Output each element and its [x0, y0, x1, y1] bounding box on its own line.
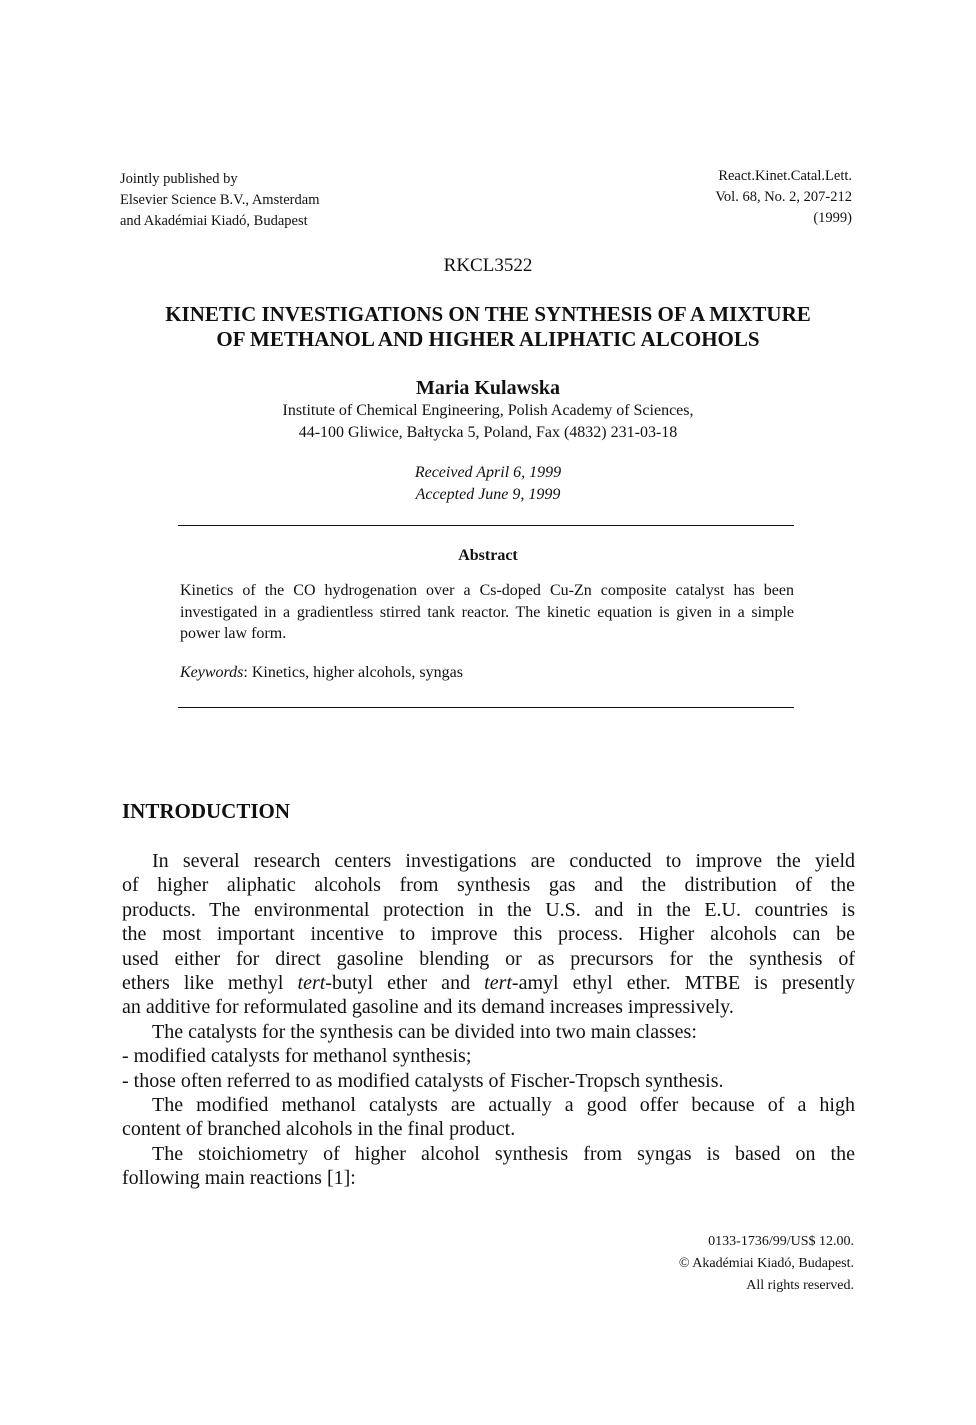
- section-heading: INTRODUCTION: [122, 799, 291, 823]
- text-line: of higher aliphatic alcohols from synthesis gas and the distribution of the: [122, 874, 855, 897]
- introduction-body: [122, 849, 855, 1190]
- publisher-line: Jointly published by: [120, 171, 238, 187]
- publisher-line: and Akadémiai Kiadó, Budapest: [120, 213, 308, 229]
- keywords-label: Keywords: [180, 664, 244, 681]
- journal-line: Vol. 68, No. 2, 207-212: [715, 189, 852, 205]
- paragraph: [122, 849, 855, 1020]
- text-line: The modified methanol catalysts are actually a good offer because of a high: [152, 1093, 855, 1116]
- paper-code: RKCL3522: [443, 255, 533, 276]
- text-line: The stoichiometry of higher alcohol synthesis from syngas is based on the: [152, 1142, 855, 1165]
- title-line: KINETIC INVESTIGATIONS ON THE SYNTHESIS OF A MIXTURE: [165, 302, 811, 326]
- paper-title: [100, 302, 876, 352]
- journal-line: React.Kinet.Catal.Lett.: [718, 168, 852, 184]
- text-line: products. The environmental protection in the U.S. and in the E.U. countries is: [122, 898, 855, 921]
- dates: [0, 462, 976, 506]
- text-line: an additive for reformulated gasoline and its demand increases impressively.: [122, 996, 734, 1019]
- journal-line: (1999): [813, 210, 852, 226]
- divider-top: [178, 525, 794, 526]
- text-line: In several research centers investigations are conducted to improve the yield: [152, 850, 855, 872]
- publisher-line: Elsevier Science B.V., Amsterdam: [120, 192, 320, 208]
- affiliation: [0, 400, 976, 444]
- paragraph: [122, 1142, 855, 1191]
- title-line: OF METHANOL AND HIGHER ALIPHATIC ALCOHOLS: [216, 327, 760, 351]
- journal-citation: [715, 166, 852, 229]
- divider-bottom: [178, 707, 794, 708]
- text-line: following main reactions [1]:: [122, 1167, 356, 1190]
- publisher-info: [120, 169, 319, 232]
- abstract-text: Kinetics of the CO hydrogenation over a Cs-doped Cu-Zn composite catalyst has been investigated in a gradientless stirred tank reactor. The kinetic equation is given in a simple power law form.: [180, 582, 794, 642]
- keywords-text: : Kinetics, higher alcohols, syngas: [243, 664, 463, 681]
- paragraph: [122, 1020, 855, 1093]
- received-date: Received April 6, 1999: [414, 464, 562, 481]
- footer-line: All rights reserved.: [746, 1278, 854, 1293]
- affiliation-line: 44-100 Gliwice, Bałtycka 5, Poland, Fax (4832) 231-03-18: [298, 424, 678, 441]
- text-line: the most important incentive to improve this process. Higher alcohols can be: [122, 923, 855, 946]
- keywords: [180, 664, 794, 682]
- text-line: used either for direct gasoline blending or as precursors for the synthesis of: [122, 947, 855, 970]
- footer-line: © Akadémiai Kiadó, Budapest.: [678, 1256, 854, 1271]
- text-line: ethers like methyl tert-butyl ether and tert-amyl ethyl ether. MTBE is presently: [122, 971, 855, 994]
- list-item: - those often referred to as modified catalysts of Fischer-Tropsch synthesis.: [122, 1069, 724, 1092]
- text-line: The catalysts for the synthesis can be divided into two main classes:: [152, 1020, 697, 1043]
- text-line: content of branched alcohols in the final product.: [122, 1118, 516, 1141]
- paragraph: [122, 1093, 855, 1142]
- list-item: - modified catalysts for methanol synthesis;: [122, 1045, 472, 1068]
- accepted-date: Accepted June 9, 1999: [415, 486, 561, 503]
- author-name: Maria Kulawska: [416, 377, 560, 399]
- affiliation-line: Institute of Chemical Engineering, Polish Academy of Sciences,: [282, 402, 694, 419]
- footer-line: 0133-1736/99/US$ 12.00.: [708, 1234, 854, 1249]
- abstract-heading: Abstract: [458, 547, 518, 564]
- copyright-footer: [679, 1231, 854, 1297]
